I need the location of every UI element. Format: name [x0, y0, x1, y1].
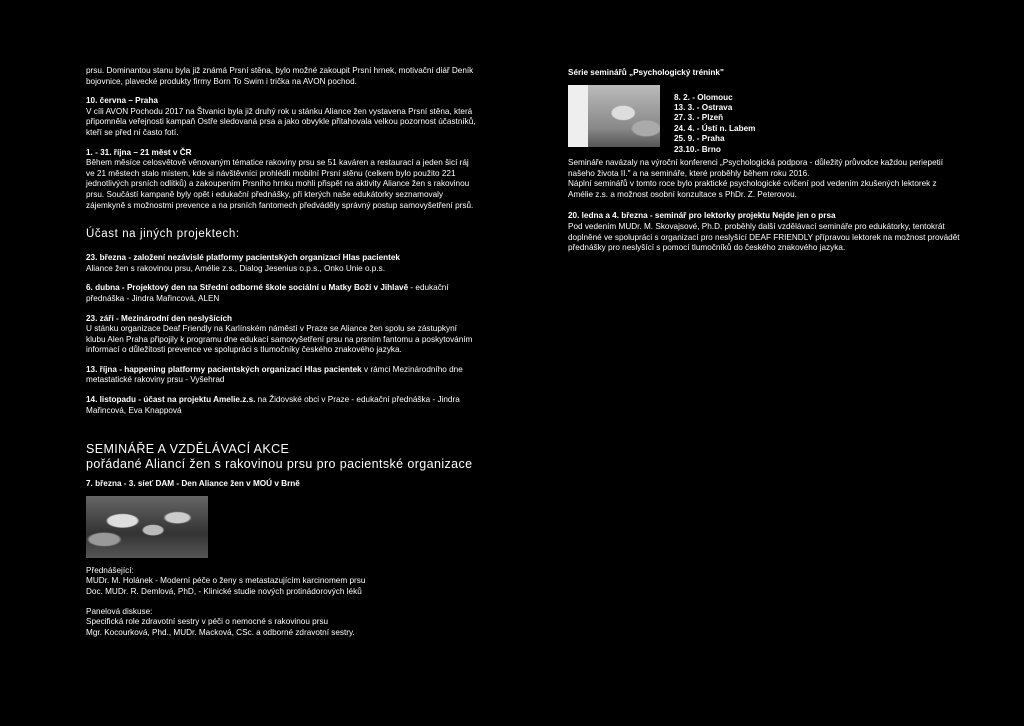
project-item	[86, 283, 478, 304]
project-title: 23. září - Mezinárodní den neslyšících	[86, 313, 233, 323]
lector-seminar-title: 20. ledna a 4. března - seminář pro lektorky projektu Nejde jen o prsa	[568, 211, 836, 221]
city-item: 27. 3. - Plzeň	[674, 113, 724, 123]
project-item	[86, 314, 478, 356]
series-title: Série seminářů „Psychologický trénink"	[568, 68, 724, 77]
intro-paragraph: prsu. Dominantou stanu byla již známá Prsní stěna, bylo možné zakoupit Prsní hrnek, motivační diář Deník bojovnice, plavecké produkty firmy Born To Swim i trička na AVON pochod.	[86, 66, 474, 86]
section-title-projects: Účast na jiných projektech:	[86, 228, 240, 241]
speaker-item: MUDr. M. Holánek - Moderní péče o ženy s metastazujícím karcinomem prsu	[86, 576, 366, 586]
series-block	[568, 83, 960, 155]
october-event-text: Během měsíce celosvětově věnovaným tématice rakoviny prsu se 51 kaváren a restaurací a jeden šicí ráj ve 21 městech stalo místem, kde si návštěvníci prohlédli mobilní Prsní stěnu (celkem bylo použito 221 jednotlivých prsních odlitků) a zakoupením Prsního hrnku mohli přispět na aktivity Aliance žen s rakovinou prsu. Součástí kampaně byly opět i edukační přednášky, při kterých naše edukátorky seznamovaly zájemkyně s možnostmi prevence a na prsních fantomech předváděly správný postup samovyšetření prsů.	[86, 158, 474, 210]
project-title: 13. října - happening platformy pacientských organizací Hlas pacientek	[86, 364, 362, 374]
project-title: 14. listopadu - účast na projektu Amelie.z.s.	[86, 395, 256, 405]
city-item: 23.10.- Brno	[674, 144, 721, 154]
seminars-subheading: pořádané Aliancí žen s rakovinou prsu pro pacientské organizace	[86, 457, 473, 472]
panel-item: Mgr. Kocourková, Phd., MUDr. Macková, CSc. a odborné zdravotní sestry.	[86, 627, 355, 637]
series-text-1: Semináře navázaly na výroční konferenci „Psychologická podpora - důležitý průvodce každou periepetií našeho života II." a na semináře, které proběhly během roku 2016.	[568, 158, 944, 178]
city-item: 24. 4. - Ústí n. Labem	[674, 123, 756, 133]
october-event-title: 1. - 31. října – 21 měst v ČR	[86, 147, 192, 157]
lector-seminar-text: Pod vedením MUDr. M. Skovajsové, Ph.D. proběhly další vzdělávací semináře pro edukátorky, tentokrát doplněné ve spolupráci s organizací pro neslyšící DEAF FRIENDLY přípravou lektorek na možnost provádět přednášky pro neslyšící s pomocí tlumočníků do českého znakového jazyka.	[568, 222, 960, 253]
dam-event-title: 7. března - 3. síeť DAM - Den Aliance žen v MOÚ v Brně	[86, 479, 300, 489]
city-item: 13. 3. - Ostrava	[674, 103, 733, 112]
seminar-photo	[568, 85, 660, 147]
project-item	[86, 253, 478, 274]
project-item	[86, 395, 478, 416]
series-text-2: Náplní seminářů v tomto roce bylo praktické psychologické cvičení pod vedením zkušených lektorek z Amélie z.s. a možnost osobní konzultace s PhDr. Z. Peterovou.	[568, 179, 937, 199]
project-item	[86, 365, 478, 386]
june-event-text: V cíli AVON Pochodu 2017 na Štvanici byla již druhý rok u stánku Aliance žen vystavena Prsní stěna, která připomněla veřejnosti kampaň Ostře sledovaná prsa a jako obvykle přitahovala velkou pozornost účastníků, kteří se před ní často fotí.	[86, 106, 476, 137]
city-item: 8. 2. - Olomouc	[674, 92, 733, 102]
project-list	[86, 253, 478, 416]
left-column	[86, 66, 478, 638]
project-text: na Židovské obci v Praze - edukační přednáška - Jindra Mařincová, Eva Knappová	[86, 395, 460, 415]
city-item: 25. 9. - Praha	[674, 134, 725, 144]
project-text: - edukační přednáška - Jindra Mařincová, ALEN	[86, 283, 449, 303]
speaker-item: Doc. MUDr. R. Demlová, PhD, - Klinické studie nových protinádorových léků	[86, 587, 362, 597]
project-text: U stánku organizace Deaf Friendly na Karlínském náměstí v Praze se Aliance žen spolu se zástupkyní klubu Alen Praha připojily k programu dne edukací samovyšetření prsu na prsním fantomu a poskytováním informací o důležitosti prevence ve spolupráci s tlumočníky českého znakového jazyka.	[86, 324, 473, 355]
june-event-title: 10. června – Praha	[86, 96, 158, 106]
project-title: 23. března - založení nezávislé platformy pacientských organizací Hlas pacientek	[86, 253, 400, 263]
event-photo	[86, 496, 208, 558]
city-list	[674, 83, 960, 155]
right-column	[568, 68, 960, 254]
panel-label: Panelová diskuse:	[86, 606, 153, 616]
project-text: Aliance žen s rakovinou prsu, Amélie z.s., Dialog Jesenius o.p.s., Onko Unie o.p.s.	[86, 263, 385, 273]
project-title: 6. dubna - Projektový den na Střední odborné škole sociální u Matky Boží v Jihlavě	[86, 283, 409, 293]
seminars-heading: SEMINÁŘE A VZDĚLÁVACÍ AKCE	[86, 442, 290, 457]
project-text: v rámci Mezinárodního dne metastatické rakoviny prsu - Vyšehrad	[86, 364, 463, 385]
speakers-label: Přednášející:	[86, 565, 134, 575]
panel-item: Specifická role zdravotní sestry v péči o nemocné s rakovinou prsu	[86, 617, 329, 627]
